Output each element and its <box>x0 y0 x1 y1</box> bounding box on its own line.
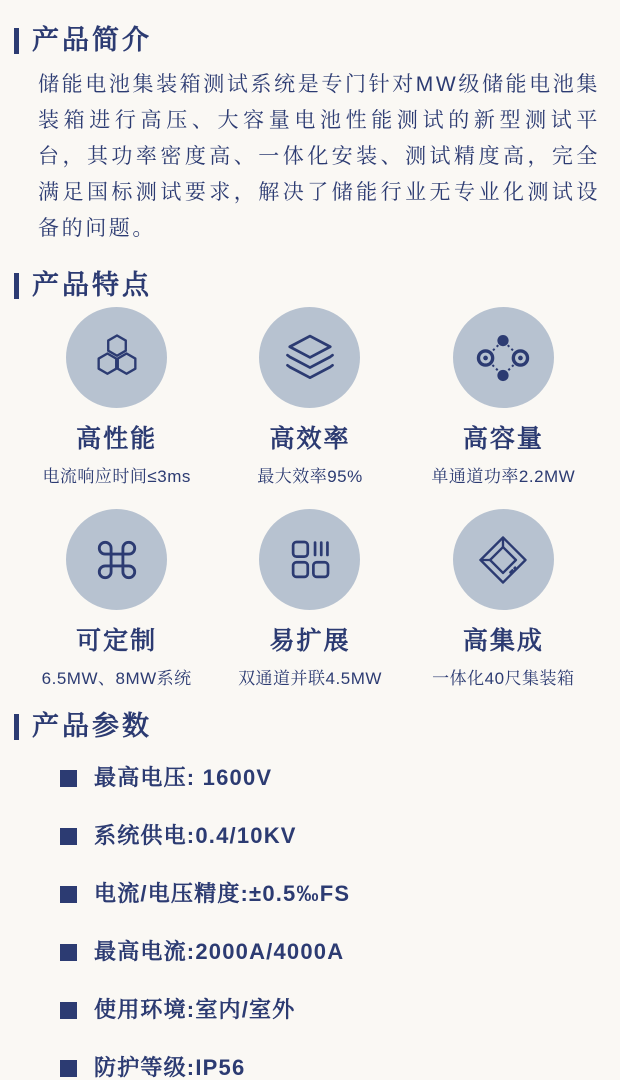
param-text: 使用环境:室内/室外 <box>94 997 296 1022</box>
square-bullet-icon <box>60 1002 77 1019</box>
section-bar-icon <box>14 28 19 54</box>
intro-section <box>0 0 620 247</box>
feature-customizable <box>20 509 213 689</box>
feature-high-performance <box>20 307 213 487</box>
params-section-header <box>14 713 620 740</box>
feature-high-capacity <box>407 307 600 487</box>
params-section-title: 产品参数 <box>32 711 152 741</box>
square-bullet-icon <box>60 886 77 903</box>
params-section <box>0 713 620 1079</box>
feature-desc: 一体化40尺集装箱 <box>432 669 575 688</box>
param-text: 防护等级:IP56 <box>94 1055 246 1080</box>
param-row-protection-rating <box>60 1057 620 1079</box>
features-section <box>0 272 620 689</box>
intro-section-title: 产品简介 <box>32 25 152 55</box>
param-row-max-voltage <box>60 767 620 789</box>
params-list <box>60 767 620 1079</box>
param-row-accuracy <box>60 883 620 905</box>
modules-icon <box>283 533 337 587</box>
square-bullet-icon <box>60 1060 77 1077</box>
feature-desc: 电流响应时间≤3ms <box>42 467 191 486</box>
param-text: 系统供电:0.4/10KV <box>94 823 297 848</box>
square-bullet-icon <box>60 828 77 845</box>
feature-name: 高性能 <box>76 425 158 453</box>
gem-icon <box>476 533 530 587</box>
param-text: 电流/电压精度:±0.5‰FS <box>94 881 351 906</box>
feature-expandable <box>213 509 406 689</box>
feature-circle <box>66 307 167 408</box>
feature-circle <box>66 509 167 610</box>
feature-name: 高集成 <box>462 627 544 655</box>
param-text: 最高电压: 1600V <box>94 765 273 790</box>
section-bar-icon <box>14 714 19 740</box>
feature-circle <box>453 307 554 408</box>
square-bullet-icon <box>60 944 77 961</box>
command-icon <box>90 533 144 587</box>
section-bar-icon <box>14 273 19 299</box>
feature-circle <box>259 307 360 408</box>
feature-name: 可定制 <box>76 627 158 655</box>
feature-desc: 双通道并联4.5MW <box>238 669 382 688</box>
feature-name: 高容量 <box>462 425 544 453</box>
features-grid <box>20 307 600 689</box>
hexagons-icon <box>90 331 144 385</box>
feature-desc: 6.5MW、8MW系统 <box>41 669 192 688</box>
feature-circle <box>453 509 554 610</box>
feature-name: 高效率 <box>269 425 351 453</box>
param-row-system-supply <box>60 825 620 847</box>
layers-icon <box>283 331 337 385</box>
feature-high-efficiency <box>213 307 406 487</box>
feature-name: 易扩展 <box>269 627 351 655</box>
square-bullet-icon <box>60 770 77 787</box>
intro-body-text: 储能电池集装箱测试系统是专门针对MW级储能电池集装箱进行高压、大容量电池性能测试的新型测试平台，其功率密度高、一体化安装、测试精度高，完全满足国标测试要求，解决了储能行业无专业化测试设备的问题。 <box>38 73 600 240</box>
param-row-environment <box>60 999 620 1021</box>
param-text: 最高电流:2000A/4000A <box>94 939 345 964</box>
features-section-title: 产品特点 <box>32 270 152 300</box>
features-section-header <box>14 272 620 299</box>
feature-desc: 单通道功率2.2MW <box>431 467 576 486</box>
feature-integrated <box>407 509 600 689</box>
intro-section-header <box>14 27 620 54</box>
feature-desc: 最大效率95% <box>257 467 363 486</box>
feature-circle <box>259 509 360 610</box>
param-row-max-current <box>60 941 620 963</box>
network-nodes-icon <box>476 331 530 385</box>
